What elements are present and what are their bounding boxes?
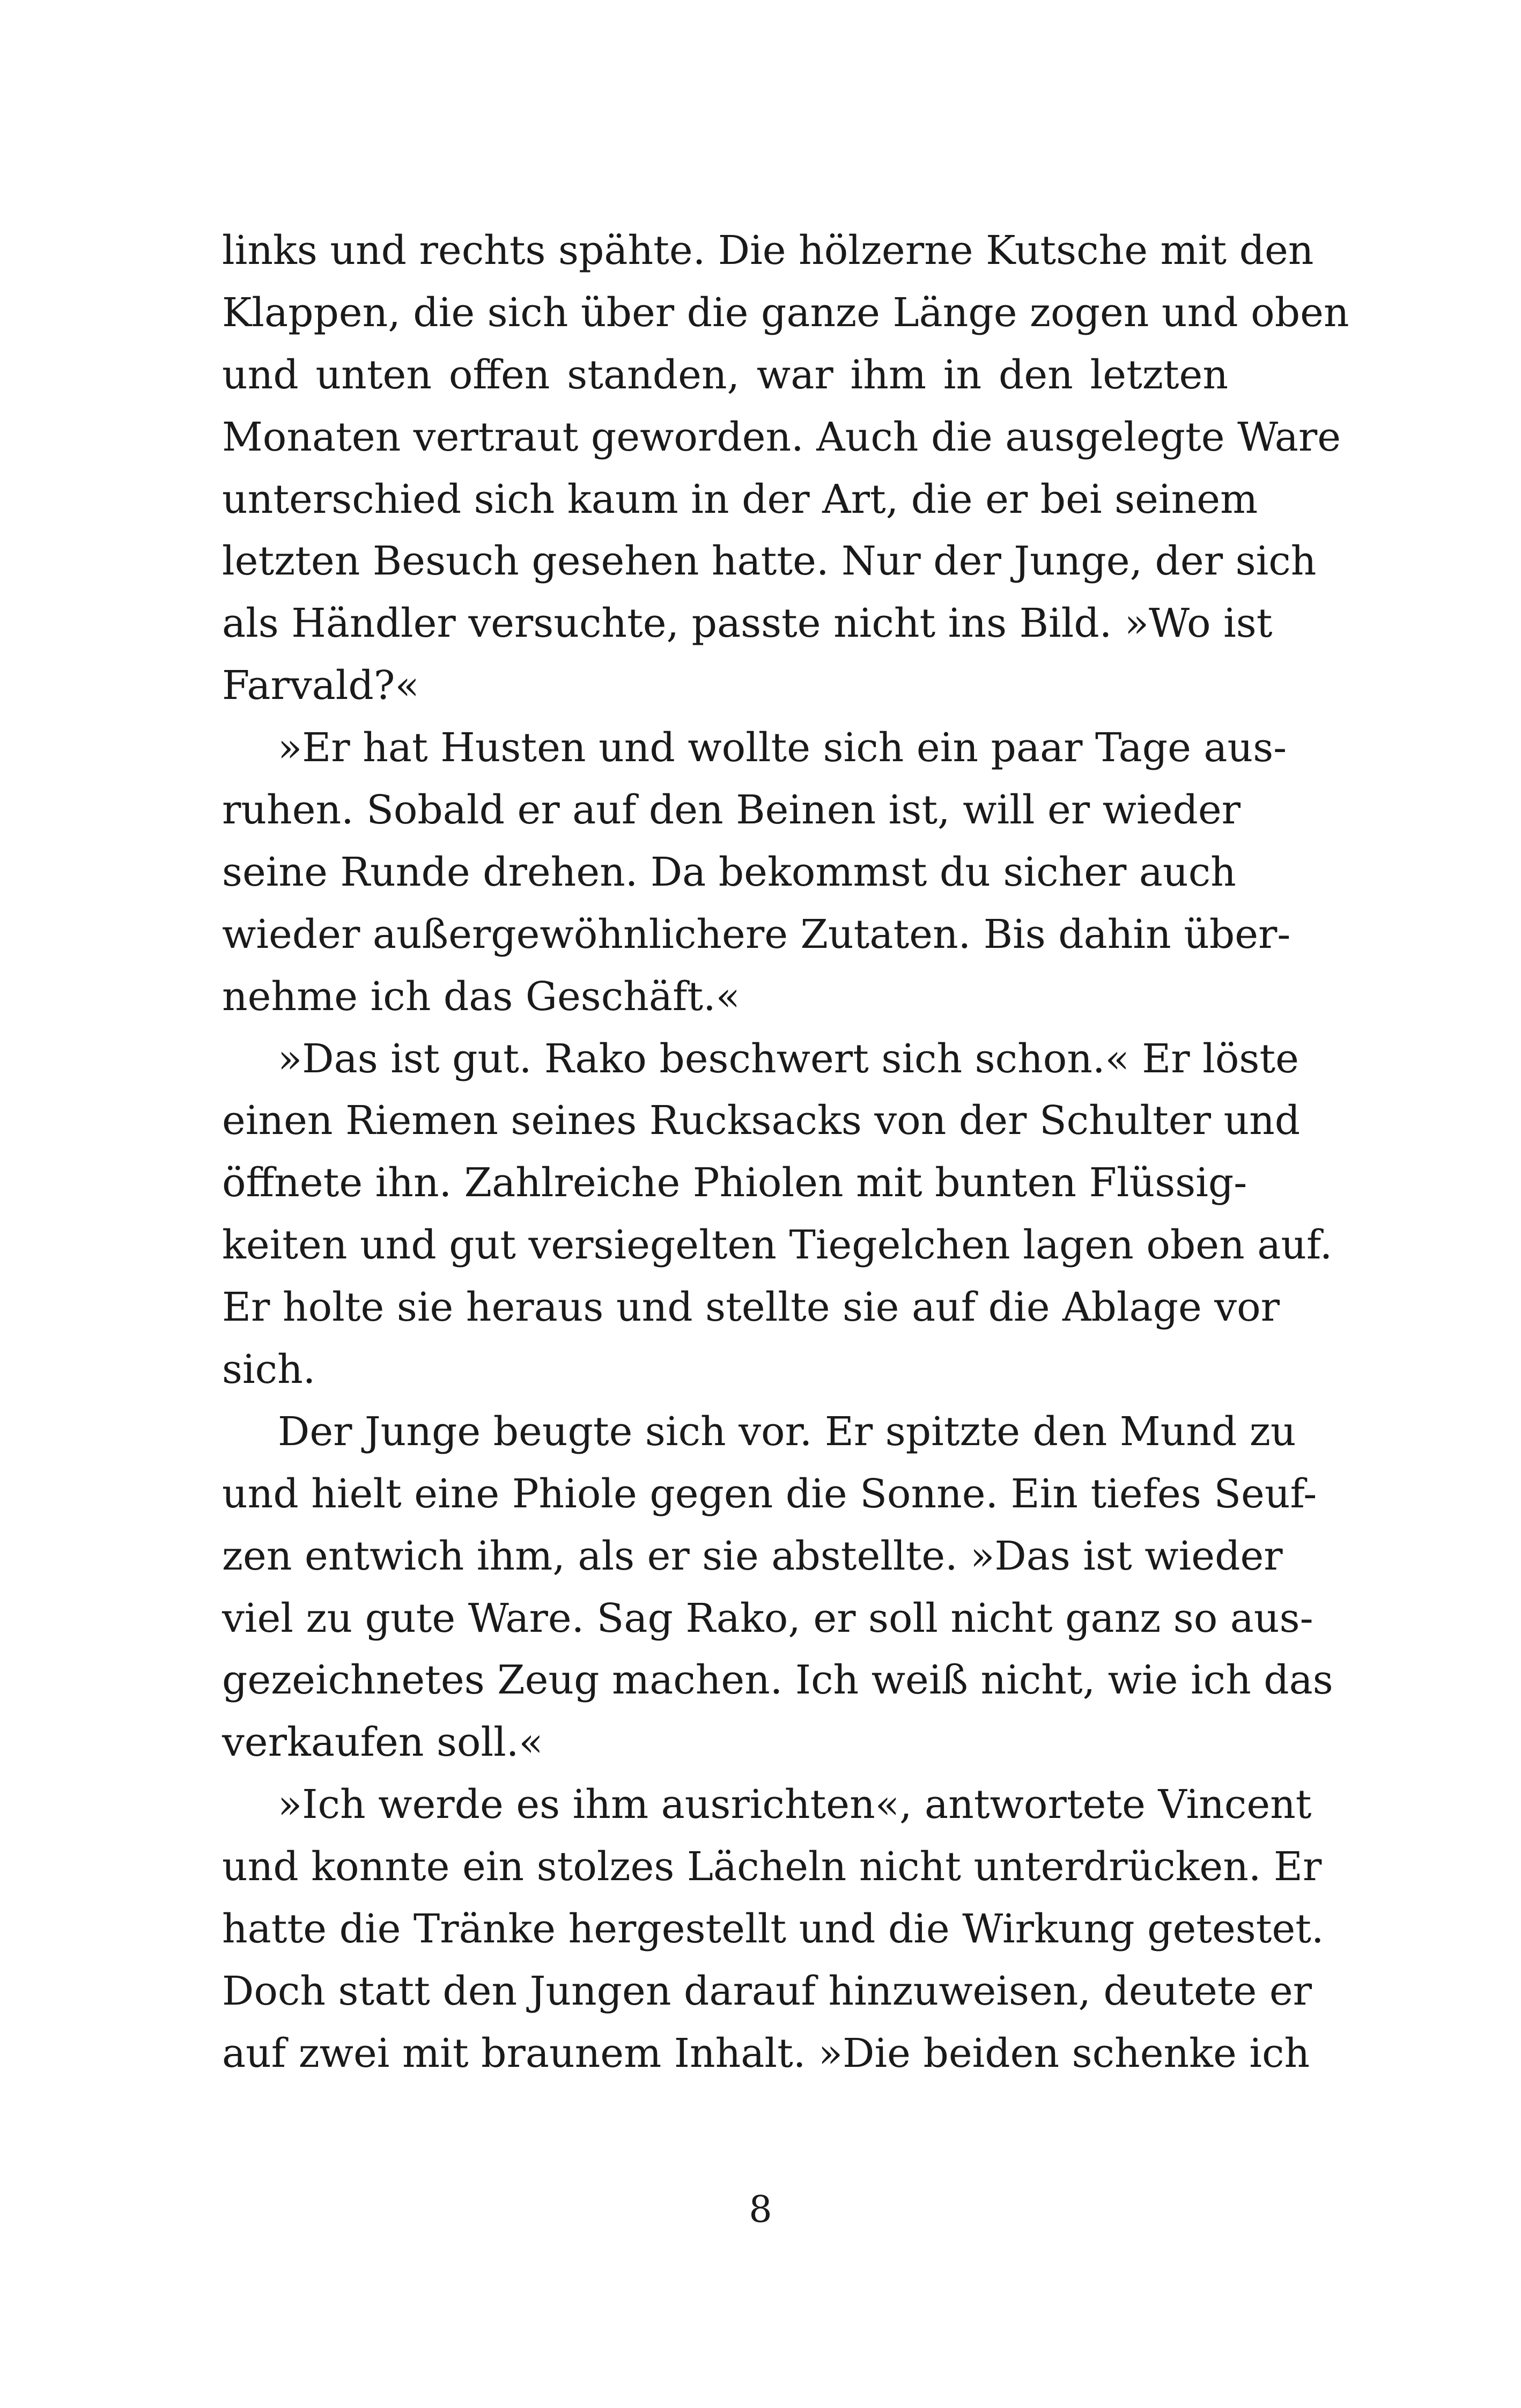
text-line: als Händler versuchte, passte nicht ins Bild. »Wo ist <box>222 600 1273 647</box>
text-line: links und rechts spähte. Die hölzerne Kutsche mit den <box>222 227 1314 274</box>
text-line: keiten und gut versiegelten Tiegelchen lagen oben auf. <box>222 1222 1333 1269</box>
text-line: und konnte ein stolzes Lächeln nicht unterdrücken. Er <box>222 1844 1322 1890</box>
paragraph <box>222 220 1349 717</box>
text-line: auf zwei mit braunem Inhalt. »Die beiden schenke ich <box>222 2030 1310 2076</box>
text-line: Monaten vertraut geworden. Auch die ausgelegte Ware <box>222 414 1341 460</box>
text-line: seine Runde drehen. Da bekommst du sicher auch <box>222 849 1236 895</box>
text-line: Der Junge beugte sich vor. Er spitzte den Mund zu <box>278 1408 1296 1455</box>
text-line: und hielt eine Phiole gegen die Sonne. Ein tiefes Seuf- <box>222 1470 1317 1517</box>
text-line: nehme ich das Geschäft.« <box>222 973 740 1020</box>
text-line: unterschied sich kaum in der Art, die er bei seinem <box>222 476 1258 522</box>
text-line: letzten Besuch gesehen hatte. Nur der Junge, der sich <box>222 538 1317 585</box>
text-line: zen entwich ihm, als er sie abstellte. »Das ist wieder <box>222 1533 1283 1579</box>
body-text <box>222 220 1349 2085</box>
text-line: Doch statt den Jungen darauf hinzuweisen, deutete er <box>222 1968 1312 2014</box>
text-line: »Ich werde es ihm ausrichten«, antwortete Vincent <box>278 1781 1312 1828</box>
text-line: öffnete ihn. Zahlreiche Phiolen mit bunten Flüssig- <box>222 1160 1247 1206</box>
text-line: Farvald?« <box>222 662 419 709</box>
paragraph <box>222 717 1291 1028</box>
text-line: wieder außergewöhnlichere Zutaten. Bis dahin über- <box>222 911 1291 958</box>
text-line: Klappen, die sich über die ganze Länge zogen und oben <box>222 289 1349 336</box>
text-line: hatte die Tränke hergestellt und die Wirkung getestet. <box>222 1906 1324 1953</box>
text-line: viel zu gute Ware. Sag Rako, er soll nicht ganz so aus- <box>222 1595 1313 1641</box>
text-line: gezeichnetes Zeug machen. Ich weiß nicht, wie ich das <box>222 1657 1333 1704</box>
text-line: »Das ist gut. Rako beschwert sich schon.« Er löste <box>278 1035 1299 1082</box>
paragraph <box>222 1028 1333 1401</box>
text-line: ruhen. Sobald er auf den Beinen ist, will er wieder <box>222 787 1241 834</box>
paragraph <box>222 1774 1324 2085</box>
text-line: und unten offen standen, war ihm in den letzten <box>222 351 1228 398</box>
paragraph <box>222 1401 1333 1774</box>
page-number: 8 <box>749 2189 772 2231</box>
text-line: »Er hat Husten und wollte sich ein paar Tage aus- <box>278 725 1287 771</box>
text-line: einen Riemen seines Rucksacks von der Schulter und <box>222 1098 1301 1144</box>
text-line: sich. <box>222 1346 316 1393</box>
text-line: Er holte sie heraus und stellte sie auf die Ablage vor <box>222 1284 1280 1331</box>
text-line: verkaufen soll.« <box>222 1719 543 1766</box>
